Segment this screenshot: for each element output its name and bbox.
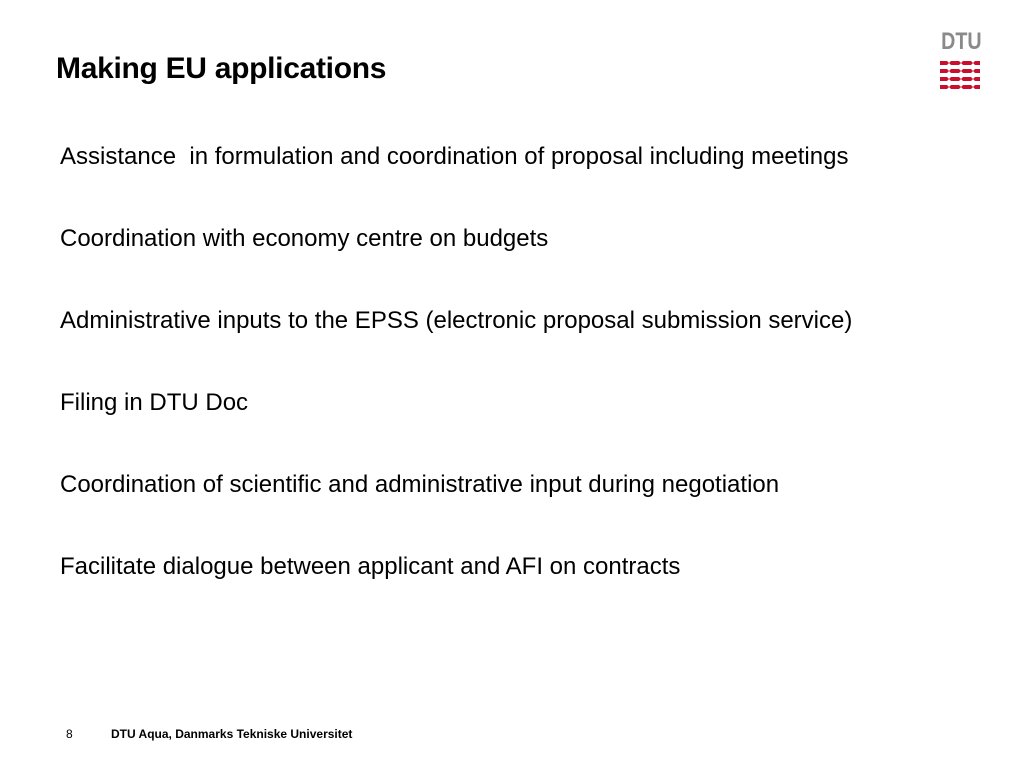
page-number: 8 [66, 727, 73, 741]
logo-waves-icon [937, 59, 983, 92]
bullet-item: Filing in DTU Doc [60, 389, 249, 416]
slide-title: Making EU applications [56, 52, 387, 85]
bullet-item: Facilitate dialogue between applicant and AFI on contracts [60, 553, 681, 580]
footer-text: DTU Aqua, Danmarks Tekniske Universitet [111, 727, 353, 741]
bullet-list [60, 140, 940, 632]
bullet-item: Coordination with economy centre on budgets [60, 225, 549, 252]
dtu-logo [937, 28, 983, 94]
slide-footer [0, 725, 1024, 743]
bullet-item: Coordination of scientific and administrative input during negotiation [60, 471, 780, 498]
bullet-item: Assistance in formulation and coordination of proposal including meetings [60, 143, 849, 170]
logo-text: DTU [941, 28, 982, 55]
bullet-item: Administrative inputs to the EPSS (electronic proposal submission service) [60, 307, 853, 334]
